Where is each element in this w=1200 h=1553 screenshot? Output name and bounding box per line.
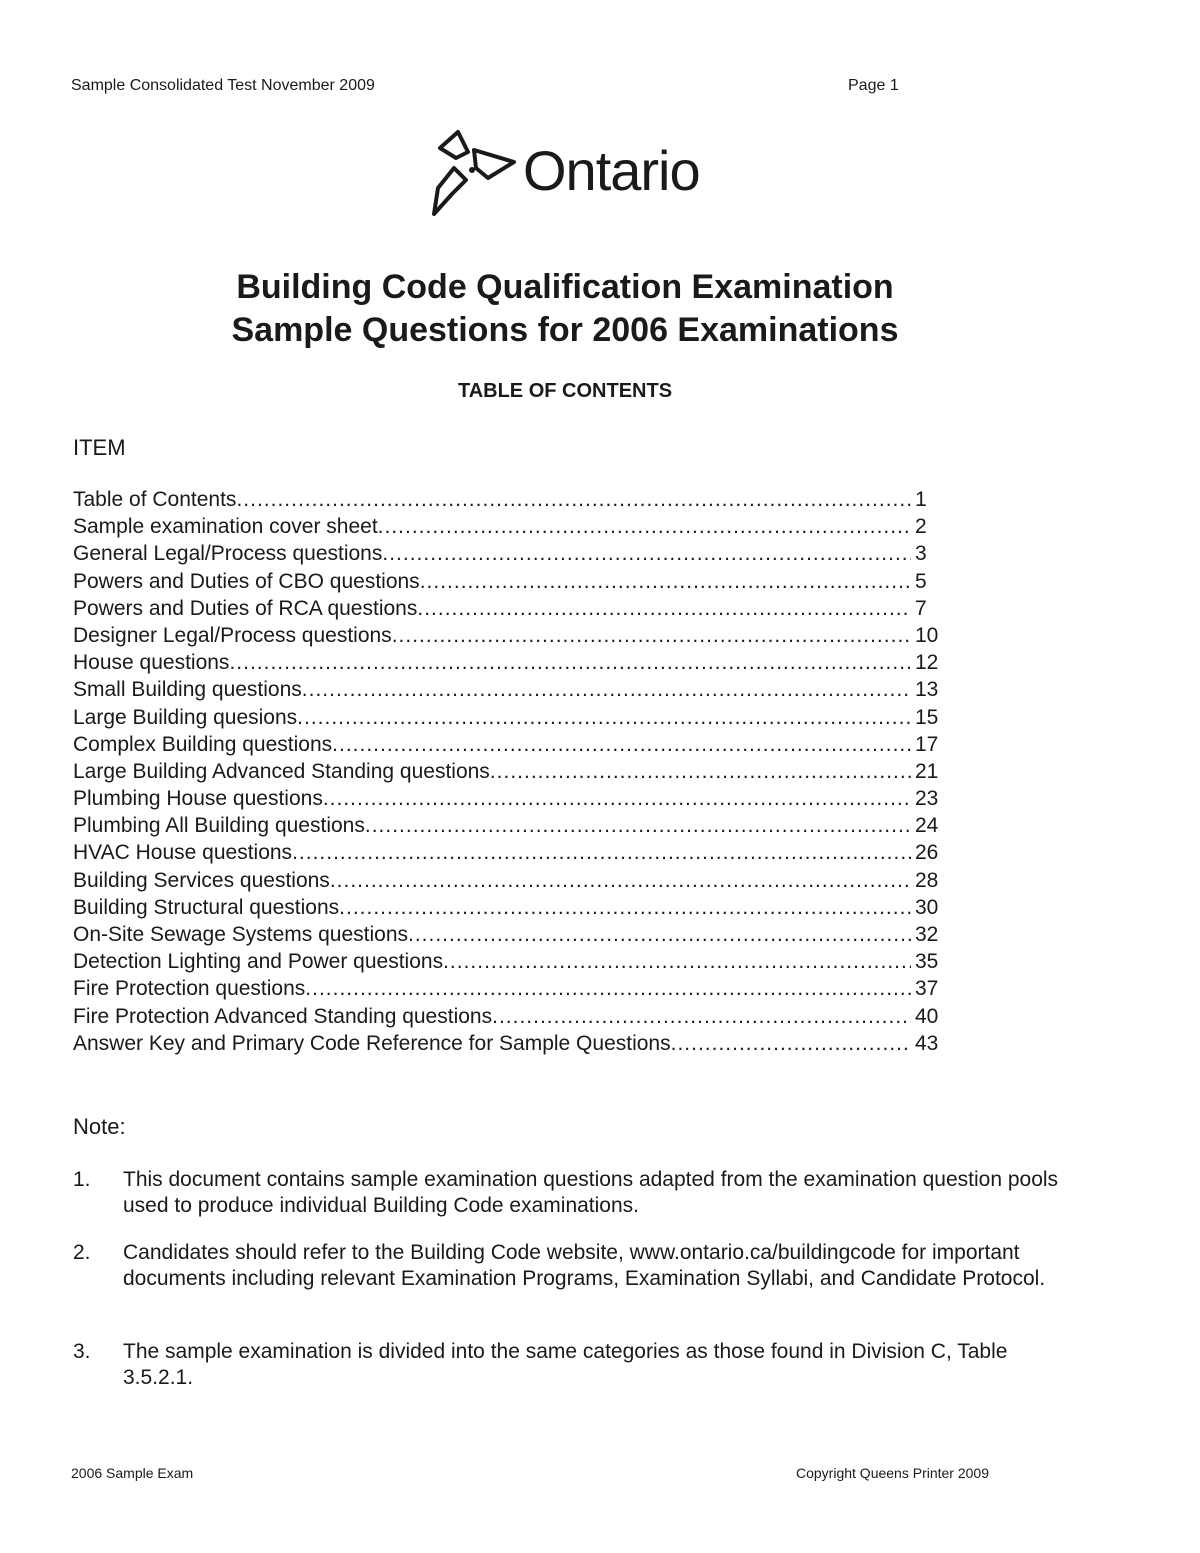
toc-entry-page: 24	[915, 814, 939, 838]
toc-row	[73, 676, 943, 703]
toc-entry-label: Table of Contents	[73, 488, 237, 511]
logo-wordmark: Ontario	[523, 139, 700, 202]
toc-entry-label: Designer Legal/Process questions	[73, 623, 392, 647]
toc-entry-page: 12	[915, 651, 939, 675]
note-number: 2.	[73, 1241, 91, 1264]
toc-row	[73, 486, 943, 513]
toc-dot-leader	[236, 486, 911, 513]
toc-dot-leader	[302, 676, 911, 703]
toc-dot-leader	[378, 513, 911, 540]
toc-entry-page: 40	[915, 1004, 939, 1028]
document-title: Building Code Qualification Examination	[236, 268, 894, 306]
page-header-title: Sample Consolidated Test November 2009	[71, 77, 375, 94]
note-number: 1.	[73, 1168, 91, 1191]
toc-row	[73, 622, 943, 649]
toc-entry-page: 10	[915, 623, 939, 647]
toc-entry-page: 5	[915, 569, 927, 593]
toc-entry-page: 28	[915, 868, 939, 892]
toc-entry-label: Large Building Advanced Standing questions	[73, 759, 490, 783]
toc-row	[73, 540, 943, 567]
note-text: The sample examination is divided into the same categories as those found in Division C, Table 3.5.2.1.	[123, 1340, 1008, 1389]
toc-row	[73, 948, 943, 975]
trillium-icon	[428, 128, 518, 220]
toc-entry-label: Building Structural questions	[73, 895, 340, 919]
toc-entry-label: Large Building quesions	[73, 705, 298, 729]
toc-heading: TABLE OF CONTENTS	[457, 380, 673, 402]
document-subtitle: Sample Questions for 2006 Examinations	[231, 311, 899, 349]
toc-dot-leader	[229, 649, 911, 676]
toc-row	[73, 731, 943, 758]
toc-dot-leader	[420, 568, 911, 595]
ontario-logo	[428, 128, 708, 220]
toc-entry-label: General Legal/Process questions	[73, 542, 383, 566]
toc-row	[73, 1030, 943, 1057]
toc-row	[73, 595, 943, 622]
toc-entry-label: Complex Building questions	[73, 732, 333, 756]
toc-entry-label: On-Site Sewage Systems questions	[73, 923, 408, 946]
toc-entry-label: Plumbing All Building questions	[73, 814, 365, 838]
toc-entry-label: HVAC House questions	[73, 841, 293, 865]
toc-row	[73, 812, 943, 839]
toc-dot-leader	[305, 975, 911, 1002]
toc-entry-label: Fire Protection Advanced Standing questions	[73, 1004, 493, 1028]
toc-entry-page: 2	[915, 515, 927, 539]
note-text: This document contains sample examination questions adapted from the examination question pools used to produce individual Building Code examinations.	[123, 1168, 1059, 1217]
page-number: Page 1	[848, 77, 899, 94]
toc-row	[73, 839, 943, 866]
toc-dot-leader	[408, 921, 911, 948]
toc-dot-leader	[671, 1030, 911, 1057]
toc-entry-page: 21	[915, 759, 939, 783]
toc-dot-leader	[417, 595, 911, 622]
toc-dot-leader	[339, 894, 911, 921]
toc-entry-page: 30	[915, 895, 939, 919]
toc-entry-label: Powers and Duties of RCA questions	[73, 596, 418, 620]
toc-entry-page: 32	[915, 923, 939, 946]
toc-entry-label: Plumbing House questions	[73, 787, 323, 811]
toc-entry-page: 1	[915, 488, 927, 511]
toc-entry-label: House questions	[73, 651, 230, 675]
toc-row	[73, 894, 943, 921]
toc-entry-page: 35	[915, 950, 939, 974]
toc-dot-leader	[490, 758, 911, 785]
toc-dot-leader	[292, 839, 911, 866]
toc-entry-label: Sample examination cover sheet	[73, 515, 378, 539]
toc-dot-leader	[297, 704, 911, 731]
note-item	[73, 1339, 1073, 1391]
toc-item-label: ITEM	[73, 435, 126, 460]
footer-copyright: Copyright Queens Printer 2009	[796, 1465, 989, 1481]
toc-row	[73, 921, 943, 948]
footer-left: 2006 Sample Exam	[71, 1465, 194, 1481]
toc-entry-page: 17	[915, 732, 939, 756]
toc-dot-leader	[492, 1003, 911, 1030]
toc-row	[73, 649, 943, 676]
toc-entry-page: 37	[915, 977, 939, 1001]
toc-dot-leader	[392, 622, 911, 649]
note-item	[73, 1167, 1073, 1219]
toc-entry-label: Building Services questions	[73, 868, 330, 892]
toc-row	[73, 568, 943, 595]
toc-row	[73, 867, 943, 894]
toc-entry-label: Detection Lighting and Power questions	[73, 950, 444, 974]
toc-dot-leader	[365, 812, 911, 839]
toc-dot-leader	[443, 948, 911, 975]
toc-entry-page: 3	[915, 542, 927, 566]
toc-dot-leader	[323, 785, 911, 812]
toc-row	[73, 513, 943, 540]
toc-entry-page: 23	[915, 787, 939, 811]
toc-dot-leader	[332, 731, 911, 758]
toc-entry-label: Small Building questions	[73, 678, 302, 702]
toc-entry-label: Answer Key and Primary Code Reference for Sample Questions	[73, 1031, 671, 1055]
toc-dot-leader	[330, 867, 911, 894]
toc-entry-label: Powers and Duties of CBO questions	[73, 569, 420, 593]
toc-entry-page: 26	[915, 841, 939, 865]
note-number: 3.	[73, 1340, 91, 1363]
toc-entry-page: 7	[915, 596, 927, 620]
table-of-contents	[73, 486, 943, 1057]
toc-dot-leader	[382, 540, 911, 567]
toc-entry-page: 43	[915, 1031, 939, 1055]
note-text: Candidates should refer to the Building Code website, www.ontario.ca/buildingcode for important documents including relevant Examination Programs, Examination Syllabi, and Candidate Protocol.	[123, 1241, 1046, 1290]
toc-row	[73, 704, 943, 731]
note-label: Note:	[73, 1114, 126, 1139]
toc-row	[73, 758, 943, 785]
toc-entry-label: Fire Protection questions	[73, 977, 306, 1001]
toc-row	[73, 785, 943, 812]
toc-row	[73, 975, 943, 1002]
toc-row	[73, 1003, 943, 1030]
toc-entry-page: 15	[915, 705, 939, 729]
note-item	[73, 1240, 1073, 1318]
toc-entry-page: 13	[915, 678, 939, 702]
